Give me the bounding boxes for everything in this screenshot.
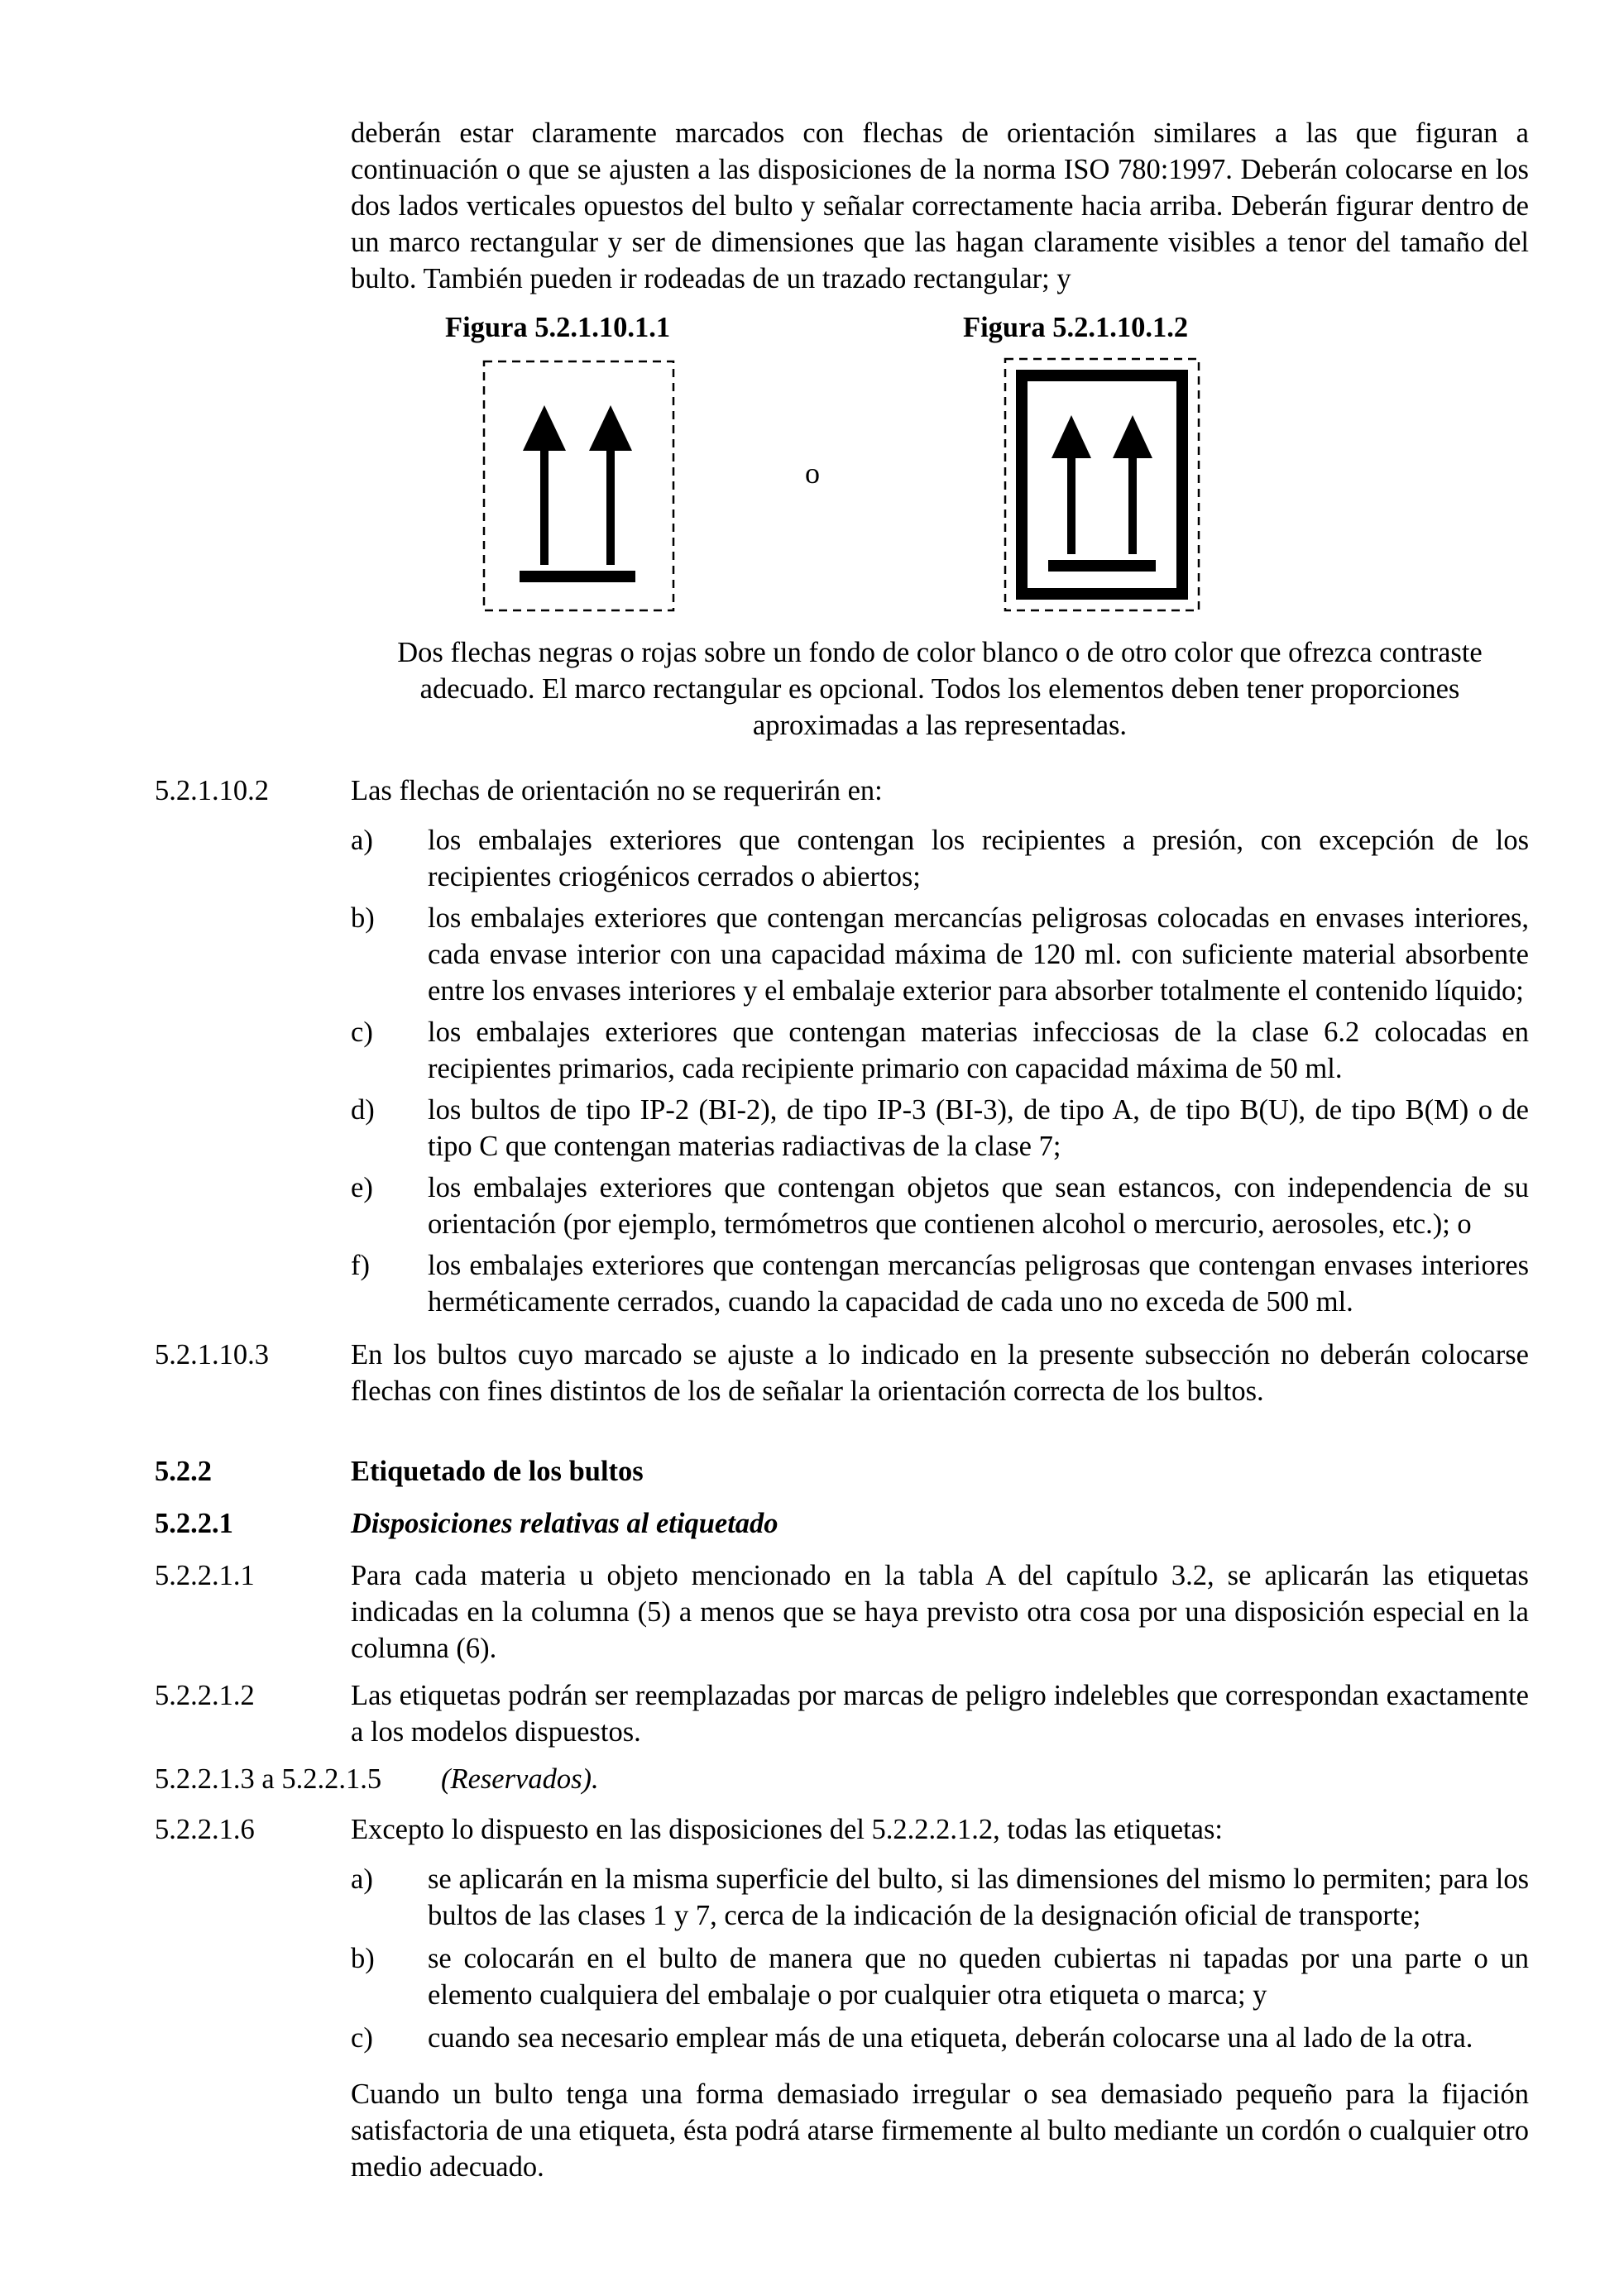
clause-5-2-2-1-1: [155, 1557, 1529, 1667]
clause-5-2-2-1-3-to-5: [155, 1761, 1529, 1797]
clause-number: 5.2.1.10.2: [155, 775, 269, 806]
intro-text: deberán estar claramente marcados con flechas de orientación similares a las que figuran a continuación o que se ajusten a las disposiciones de la norma ISO 780:1997. Deberán colocarse en los dos lados verticales opuestos del bulto y señalar correctamente hacia arriba. Deberán figurar dentro de un marco rectangular y ser de dimensiones que las hagan claramente visibles a tenor del tamaño del bulto. También pueden ir rodeadas de un trazado rectangular; y: [351, 117, 1529, 294]
section-title: Etiquetado de los bultos: [351, 1456, 644, 1487]
clause-number: 5.2.2.1.2: [155, 1680, 255, 1711]
orientation-arrows-figure-2: [1004, 357, 1200, 612]
figure-caption: Dos flechas negras o rojas sobre un fondo de color blanco o de otro color que ofrezca contraste adecuado. El marco rectangular es opcional. Todos los elementos deben tener proporciones aproximadas a las representadas.: [397, 637, 1483, 741]
clause-5-2-2-1-6: [155, 1811, 1529, 1848]
list-item: d) los bultos de tipo IP-2 (BI-2), de tipo IP-3 (BI-3), de tipo A, de tipo B(U), de tipo B(M) o de tipo C que contengan materias radiactivas de la clase 7;: [351, 1094, 1529, 1162]
list-item: b) se colocarán en el bulto de manera que no queden cubiertas ni tapadas por una parte o un elemento cualquiera del embalaje o por cualquier otra etiqueta o marca; y: [351, 1943, 1529, 2011]
clause-number: 5.2.1.10.3: [155, 1339, 269, 1370]
clause-number: 5.2.2.1.3 a 5.2.2.1.5: [155, 1763, 382, 1795]
clause-text: Excepto lo dispuesto en las disposiciones del 5.2.2.2.1.2, todas las etiquetas:: [351, 1814, 1224, 1845]
clause-text: Para cada materia u objeto mencionado en la tabla A del capítulo 3.2, se aplicarán las etiquetas indicadas en la columna (5) a menos que se haya previsto otra cosa por una disposición especial en la columna (6).: [351, 1560, 1529, 1664]
clause-number: 5.2.2.1.6: [155, 1814, 255, 1845]
orientation-arrows-figure-1: [482, 360, 675, 612]
list-item: c) cuando sea necesario emplear más de una etiqueta, deberán colocarse una al lado de la otra.: [351, 2022, 1473, 2054]
labels-requirements-list: [351, 1861, 1529, 2056]
clause-text: Las flechas de orientación no se requerirán en:: [351, 775, 883, 806]
section-number: 5.2.2.1: [155, 1508, 233, 1539]
up-arrows-icon: [1048, 415, 1156, 572]
section-5-2-2-1: [155, 1505, 1529, 1542]
figure-1-title: Figura 5.2.1.10.1.1: [445, 312, 671, 343]
section-5-2-2: [155, 1453, 1529, 1490]
clause-text: (Reservados).: [441, 1763, 599, 1795]
list-item: a) los embalajes exteriores que contengan los recipientes a presión, con excepción de los recipientes criogénicos cerrados o abiertos;: [351, 825, 1529, 892]
list-item: e) los embalajes exteriores que contengan objetos que sean estancos, con independencia de su orientación (por ejemplo, termómetros que contienen alcohol o mercurio, aerosoles, etc.); o: [351, 1172, 1529, 1240]
closing-paragraph: Cuando un bulto tenga una forma demasiado irregular o sea demasiado pequeño para la fijación satisfactoria de una etiqueta, ésta podrá atarse firmemente al bulto mediante un cordón o cualquier otro medio adecuado.: [351, 2078, 1529, 2183]
clause-5-2-1-10-2: [155, 773, 1529, 809]
section-title: Disposiciones relativas al etiquetado: [351, 1508, 778, 1539]
list-item: c) los embalajes exteriores que contengan materias infecciosas de la clase 6.2 colocadas en recipientes primarios, cada recipiente primario con capacidad máxima de 50 ml.: [351, 1016, 1529, 1084]
list-item: f) los embalajes exteriores que contengan mercancías peligrosas que contengan envases interiores herméticamente cerrados, cuando la capacidad de cada uno no exceda de 500 ml.: [351, 1250, 1529, 1318]
exemptions-list: [351, 822, 1529, 1320]
intro-paragraph: [351, 115, 1529, 297]
section-number: 5.2.2: [155, 1456, 212, 1487]
or-separator: o: [805, 457, 820, 490]
list-item: a) se aplicarán en la misma superficie del bulto, si las dimensiones del mismo lo permiten; para los bultos de las clases 1 y 7, cerca de la indicación de la designación oficial de transporte;: [351, 1863, 1529, 1931]
up-arrows-icon: [520, 405, 635, 582]
clause-text: Las etiquetas podrán ser reemplazadas por marcas de peligro indelebles que correspondan exactamente a los modelos dispuestos.: [351, 1680, 1529, 1748]
figure-2-title: Figura 5.2.1.10.1.2: [963, 312, 1189, 343]
list-item: b) los embalajes exteriores que contengan mercancías peligrosas colocadas en envases interiores, cada envase interior con una capacidad máxima de 120 ml. con suficiente material absorbente entre los envases interiores y el embalaje exterior para absorber totalmente el contenido líquido;: [351, 902, 1529, 1007]
dashed-outline: [1005, 359, 1199, 610]
clause-number: 5.2.2.1.1: [155, 1560, 255, 1591]
clause-text: En los bultos cuyo marcado se ajuste a lo indicado en la presente subsección no deberán colocarse flechas con fines distintos de los de señalar la orientación correcta de los bultos.: [351, 1339, 1529, 1407]
clause-5-2-1-10-3: [155, 1337, 1529, 1409]
clause-5-2-2-1-2: [155, 1677, 1529, 1750]
